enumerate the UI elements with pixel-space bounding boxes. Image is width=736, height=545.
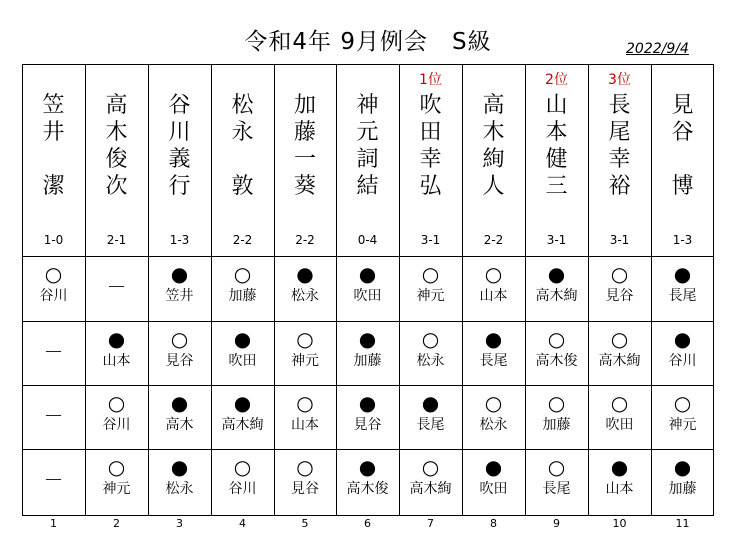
player-name-char: 長 xyxy=(608,93,631,118)
opponent-name: 神元 xyxy=(416,288,445,304)
page-title: 令和4年 9月例会 S級 xyxy=(244,29,492,55)
opponent-name: 松永 xyxy=(291,288,319,304)
loss-mark: ● xyxy=(358,391,377,415)
player-record: 2-1 xyxy=(106,233,127,247)
opponent-name: 谷川 xyxy=(668,353,697,369)
game-cell xyxy=(525,321,588,385)
player-column xyxy=(211,64,274,516)
game-cell xyxy=(336,321,399,385)
column-number: 9 xyxy=(553,517,560,530)
player-name-char: 永 xyxy=(231,120,254,145)
loss-mark: ● xyxy=(673,455,692,479)
game-cell xyxy=(336,449,399,513)
player-name-char: 加 xyxy=(293,93,316,118)
player-name-char: 人 xyxy=(482,174,505,199)
game-cell xyxy=(399,385,462,449)
loss-mark: ● xyxy=(233,327,252,351)
opponent-name: 笠井 xyxy=(165,288,194,304)
player-name xyxy=(22,92,85,200)
game-cell xyxy=(148,256,211,320)
column-number: 8 xyxy=(490,517,497,530)
opponent-name: 加藤 xyxy=(353,353,382,369)
player-name-char: 藤 xyxy=(293,120,316,145)
opponent-name: 見谷 xyxy=(291,481,319,497)
opponent-name: 高木俊 xyxy=(346,481,389,497)
opponent-name: 松永 xyxy=(416,353,445,369)
game-cell xyxy=(651,449,714,513)
game-cell xyxy=(274,321,336,385)
loss-mark: ● xyxy=(673,262,692,286)
win-mark: ○ xyxy=(484,391,503,415)
opponent-name: 高木絢 xyxy=(409,481,452,497)
win-mark: ○ xyxy=(296,391,314,415)
game-cell xyxy=(525,449,588,513)
win-mark: ○ xyxy=(610,327,629,351)
player-name-char: 詞 xyxy=(356,147,379,172)
event-date: 2022/9/4 xyxy=(626,41,689,57)
player-name-char: 木 xyxy=(105,120,128,145)
player-name-char xyxy=(651,146,714,173)
opponent-name: 谷川 xyxy=(39,288,68,304)
game-cell xyxy=(651,321,714,385)
win-mark: ○ xyxy=(673,391,692,415)
player-name-char: 井 xyxy=(42,120,65,145)
player-column xyxy=(336,64,399,516)
player-name-char: 本 xyxy=(545,120,568,145)
player-name-char: 三 xyxy=(545,174,568,199)
game-cell xyxy=(22,256,85,320)
game-cell xyxy=(211,256,274,320)
game-cell xyxy=(462,449,525,513)
player-name-char: 俊 xyxy=(105,147,128,172)
no-game-mark: － xyxy=(43,468,64,492)
player-record: 1-3 xyxy=(169,233,190,247)
no-game-mark: － xyxy=(106,275,127,299)
opponent-name: 高木絢 xyxy=(535,288,578,304)
player-name-char: 敦 xyxy=(231,174,254,199)
loss-mark: ● xyxy=(358,455,377,479)
opponent-name: 山本 xyxy=(291,417,319,433)
game-cell xyxy=(525,256,588,320)
opponent-name: 長尾 xyxy=(416,417,445,433)
opponent-name: 加藤 xyxy=(668,481,697,497)
opponent-name: 神元 xyxy=(291,353,319,369)
game-cell xyxy=(651,256,714,320)
player-name-char: 高 xyxy=(482,93,505,118)
player-name-char: 川 xyxy=(168,120,191,145)
loss-mark: ● xyxy=(233,391,252,415)
win-mark: ○ xyxy=(233,262,252,286)
game-cell xyxy=(399,321,462,385)
player-column xyxy=(274,64,336,516)
no-game-mark: － xyxy=(43,340,64,364)
win-mark: ○ xyxy=(421,327,440,351)
game-cell xyxy=(462,385,525,449)
player-column xyxy=(462,64,525,516)
game-cell xyxy=(211,385,274,449)
win-mark: ○ xyxy=(233,455,252,479)
opponent-name: 山本 xyxy=(102,353,131,369)
player-name-char: 絢 xyxy=(482,147,505,172)
win-mark: ○ xyxy=(44,262,63,286)
player-column xyxy=(588,64,651,516)
game-cell xyxy=(336,256,399,320)
player-name-char: 神 xyxy=(356,93,379,118)
no-game-mark: － xyxy=(43,404,64,428)
player-record: 1-3 xyxy=(672,233,693,247)
player-record: 3-1 xyxy=(546,233,567,247)
win-mark: ○ xyxy=(170,327,189,351)
game-cell xyxy=(85,321,148,385)
game-cell xyxy=(22,321,85,385)
player-name xyxy=(85,92,148,200)
player-record: 2-2 xyxy=(232,233,253,247)
column-number: 3 xyxy=(176,517,183,530)
opponent-name: 高木 xyxy=(165,417,194,433)
game-cell xyxy=(274,449,336,513)
opponent-name: 山本 xyxy=(605,481,634,497)
column-number: 5 xyxy=(301,517,309,530)
player-name xyxy=(399,92,462,200)
opponent-name: 高木絢 xyxy=(598,353,641,369)
column-number: 10 xyxy=(612,517,627,530)
player-record: 0-4 xyxy=(357,233,378,247)
loss-mark: ● xyxy=(170,391,189,415)
player-name xyxy=(148,92,211,200)
loss-mark: ● xyxy=(170,262,189,286)
player-name-char: 谷 xyxy=(168,93,191,118)
loss-mark: ● xyxy=(358,262,377,286)
opponent-name: 山本 xyxy=(479,288,508,304)
win-mark: ○ xyxy=(610,391,629,415)
game-cell xyxy=(274,256,336,320)
opponent-name: 高木絢 xyxy=(221,417,264,433)
game-cell xyxy=(462,321,525,385)
opponent-name: 吹田 xyxy=(228,353,257,369)
opponent-name: 谷川 xyxy=(228,481,257,497)
player-name-char: 幸 xyxy=(608,147,631,172)
game-cell xyxy=(148,449,211,513)
win-mark: ○ xyxy=(421,455,440,479)
game-cell xyxy=(148,385,211,449)
game-cell xyxy=(588,449,651,513)
column-number: 1 xyxy=(50,517,57,530)
opponent-name: 見谷 xyxy=(165,353,194,369)
player-column xyxy=(148,64,211,516)
player-name xyxy=(274,92,336,200)
loss-mark: ● xyxy=(170,455,189,479)
rank-label: 1位 xyxy=(419,72,442,88)
win-mark: ○ xyxy=(296,327,314,351)
win-mark: ○ xyxy=(421,262,440,286)
player-column xyxy=(525,64,588,516)
player-name-char: 裕 xyxy=(608,174,631,199)
win-mark: ○ xyxy=(547,327,566,351)
player-name xyxy=(336,92,399,200)
loss-mark: ● xyxy=(673,327,692,351)
player-name xyxy=(588,92,651,200)
loss-mark: ● xyxy=(610,455,629,479)
game-cell xyxy=(588,321,651,385)
player-name-char xyxy=(211,146,274,173)
player-name xyxy=(525,92,588,200)
player-column xyxy=(85,64,148,516)
opponent-name: 長尾 xyxy=(668,288,697,304)
game-cell xyxy=(525,385,588,449)
rank-label: 2位 xyxy=(545,72,568,88)
player-column xyxy=(22,64,85,516)
loss-mark: ● xyxy=(484,327,503,351)
player-name-char: 田 xyxy=(419,120,442,145)
player-name-char xyxy=(22,146,85,173)
player-record: 2-2 xyxy=(483,233,504,247)
player-record: 2-2 xyxy=(295,233,315,247)
player-name-char: 行 xyxy=(168,174,191,199)
opponent-name: 吹田 xyxy=(353,288,382,304)
opponent-name: 高木俊 xyxy=(535,353,578,369)
game-cell xyxy=(22,449,85,513)
game-cell xyxy=(651,385,714,449)
player-name-char: 見 xyxy=(671,93,694,118)
column-number: 11 xyxy=(675,517,690,530)
loss-mark: ● xyxy=(296,262,314,286)
game-cell xyxy=(462,256,525,320)
win-mark: ○ xyxy=(107,455,126,479)
game-cell xyxy=(148,321,211,385)
opponent-name: 松永 xyxy=(165,481,194,497)
loss-mark: ● xyxy=(484,455,503,479)
game-cell xyxy=(85,385,148,449)
game-cell xyxy=(274,385,336,449)
opponent-name: 見谷 xyxy=(605,288,634,304)
column-number: 6 xyxy=(364,517,371,530)
game-cell xyxy=(399,256,462,320)
opponent-name: 加藤 xyxy=(542,417,571,433)
opponent-name: 神元 xyxy=(102,481,131,497)
opponent-name: 谷川 xyxy=(102,417,131,433)
game-cell xyxy=(399,449,462,513)
player-record: 1-0 xyxy=(43,233,64,247)
win-mark: ○ xyxy=(547,391,566,415)
player-column xyxy=(651,64,714,516)
win-mark: ○ xyxy=(296,455,314,479)
player-column xyxy=(399,64,462,516)
win-mark: ○ xyxy=(610,262,629,286)
player-name-char: 高 xyxy=(105,93,128,118)
player-name-char: 博 xyxy=(671,174,694,199)
player-name-char: 山 xyxy=(545,93,568,118)
win-mark: ○ xyxy=(107,391,126,415)
player-name-char: 潔 xyxy=(42,174,65,199)
opponent-name: 長尾 xyxy=(479,353,508,369)
loss-mark: ● xyxy=(421,391,440,415)
column-number: 4 xyxy=(239,517,246,530)
opponent-name: 見谷 xyxy=(353,417,382,433)
player-name xyxy=(651,92,714,200)
player-name-char: 谷 xyxy=(671,120,694,145)
column-number: 7 xyxy=(427,517,434,530)
player-name-char: 元 xyxy=(356,120,379,145)
loss-mark: ● xyxy=(107,327,126,351)
opponent-name: 神元 xyxy=(668,417,697,433)
player-name-char: 葵 xyxy=(293,174,316,199)
opponent-name: 加藤 xyxy=(228,288,257,304)
game-cell xyxy=(588,256,651,320)
player-name xyxy=(211,92,274,200)
game-cell xyxy=(588,385,651,449)
game-cell xyxy=(211,449,274,513)
column-number: 2 xyxy=(113,517,120,530)
game-cell xyxy=(336,385,399,449)
player-name-char: 義 xyxy=(168,147,191,172)
opponent-name: 吹田 xyxy=(479,481,508,497)
player-name-char: 吹 xyxy=(419,93,442,118)
game-cell xyxy=(85,256,148,320)
win-mark: ○ xyxy=(547,455,566,479)
player-name-char: 幸 xyxy=(419,147,442,172)
win-mark: ○ xyxy=(484,262,503,286)
loss-mark: ● xyxy=(358,327,377,351)
rank-label: 3位 xyxy=(608,72,631,88)
opponent-name: 長尾 xyxy=(542,481,571,497)
opponent-name: 松永 xyxy=(479,417,508,433)
player-name-char: 健 xyxy=(545,147,568,172)
game-cell xyxy=(22,385,85,449)
player-name-char: 弘 xyxy=(419,174,442,199)
player-name-char: 尾 xyxy=(608,120,631,145)
player-name-char: 一 xyxy=(293,147,316,172)
player-name-char: 次 xyxy=(105,174,128,199)
player-name-char: 笠 xyxy=(42,93,65,118)
player-name-char: 結 xyxy=(356,174,379,199)
opponent-name: 吹田 xyxy=(605,417,634,433)
player-name xyxy=(462,92,525,200)
game-cell xyxy=(85,449,148,513)
player-record: 3-1 xyxy=(609,233,630,247)
game-cell xyxy=(211,321,274,385)
player-record: 3-1 xyxy=(420,233,441,247)
player-name-char: 松 xyxy=(231,93,254,118)
loss-mark: ● xyxy=(547,262,566,286)
player-name-char: 木 xyxy=(482,120,505,145)
